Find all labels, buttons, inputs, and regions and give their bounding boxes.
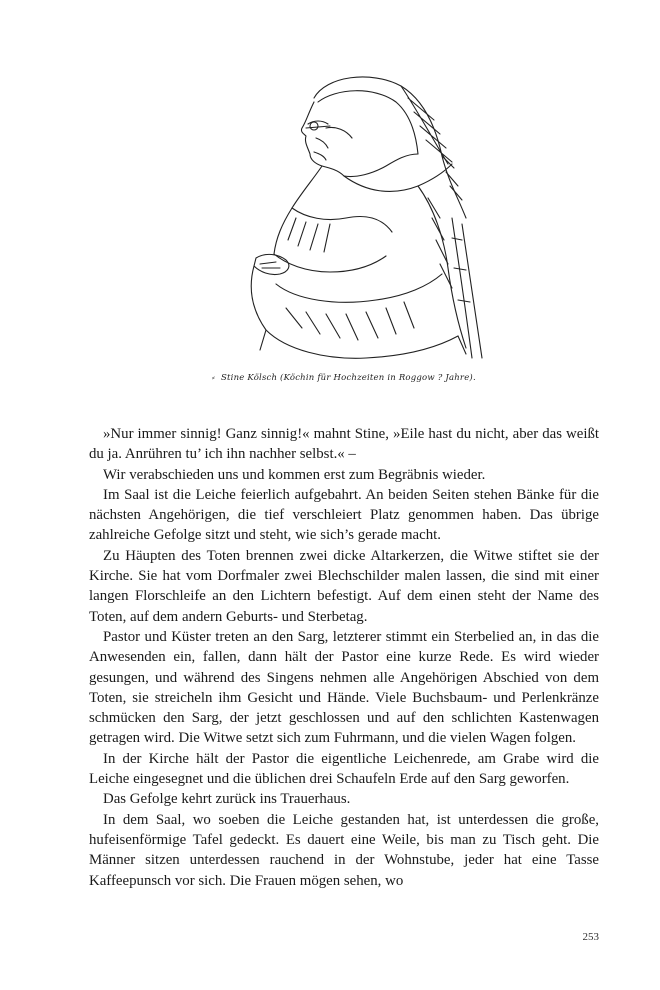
page-number: 253 (582, 931, 599, 943)
paragraph: Das Gefolge kehrt zurück ins Trauerhaus. (103, 791, 351, 808)
paragraph: Wir verabschieden uns und kommen erst zum Begräbnis wieder. (103, 466, 486, 483)
paragraph: »Nur immer sinnig! Ganz sinnig!« mahnt Stine, »Eile hast du nicht, aber das weißt du ja. Anrühren tu’ ich ihn nachher selbst.« – (89, 426, 599, 463)
paragraph: In dem Saal, wo soeben die Leiche gestanden hat, ist unterdessen die große, hufeisenförmige Tafel gedeckt. Es dauert eine Weile, bis man zu Tisch geht. Die Männer sitzen unterdessen rauchend in der Wohnstube, jeder hat eine Tasse Kaffeepunsch vor sich. Die Frauen mögen sehen, wo (89, 811, 599, 889)
portrait-sketch-icon (196, 68, 496, 368)
paragraph: In der Kirche hält der Pastor die eigentliche Leichenrede, am Grabe wird die Leiche eingesegnet und die üblichen drei Schaufeln Erde auf den Sarg geworfen. (89, 750, 599, 788)
paragraph: Zu Häupten des Toten brennen zwei dicke Altarkerzen, die Witwe stiftet sie der Kirche. Sie hat vom Dorfmaler zwei Blechschilder malen lassen, die sind mit einer langen Florschleife an den Lichtern befestigt. Auf dem einen steht der Name des Toten, auf dem andern Geburts- und Sterbetag. (89, 547, 599, 625)
caption-text: Stine Kölsch (Köchin für Hochzeiten in Roggow ? Jahre). (221, 373, 476, 383)
paragraph: Im Saal ist die Leiche feierlich aufgebahrt. An beiden Seiten stehen Bänke für die nächsten Angehörigen, die tief verschleiert Platz genommen haben. Das übrige zahlreiche Gefolge sitzt und steht, wie sich’s gerade macht. (89, 486, 599, 544)
body-text (89, 424, 599, 891)
paragraph: Pastor und Küster treten an den Sarg, letzterer stimmt ein Sterbelied an, in das die Anwesenden ein, fallen, dann hält der Pastor eine kurze Rede. Es wird wieder gesungen, und während des Singens nehmen alle Angehörigen Abschied von dem Toten, sie streicheln ihm Gesicht und Hände. Viele Buchsbaum- und Perlenkränze schmücken den Sarg, der jetzt geschlossen und auf den schlichten Kastenwagen getragen wird. Die Witwe setzt sich zum Fuhrmann, und die vielen Wagen folgen. (89, 628, 599, 747)
illustration-caption (212, 363, 476, 393)
portrait-sketch (196, 68, 496, 368)
signature-flourish-icon: ⸗ (212, 373, 216, 383)
